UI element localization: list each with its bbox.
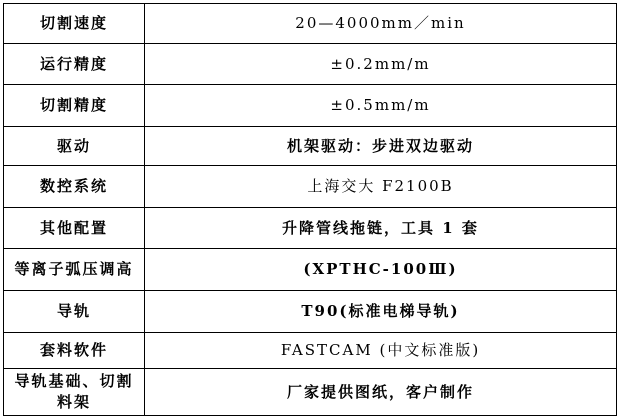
spec-label: 等离子弧压调高	[4, 249, 145, 291]
spec-label: 切割速度	[4, 4, 145, 44]
spec-label: 导轨基础、切割料架	[4, 369, 145, 416]
table-row	[4, 4, 617, 44]
table-row	[4, 44, 617, 85]
spec-table	[3, 3, 617, 416]
spec-label: 驱动	[4, 127, 145, 166]
spec-value: 升降管线拖链，工具 1 套	[145, 208, 617, 249]
spec-value: 20—4000mm／min	[145, 4, 617, 44]
table-row	[4, 208, 617, 249]
spec-value: 厂家提供图纸，客户制作	[145, 369, 617, 416]
table-row	[4, 333, 617, 369]
spec-label: 导轨	[4, 291, 145, 333]
table-row	[4, 291, 617, 333]
spec-value: 机架驱动：步进双边驱动	[145, 127, 617, 166]
spec-value: (XPTHC-100Ⅲ)	[145, 249, 617, 291]
spec-label: 套料软件	[4, 333, 145, 369]
spec-label: 运行精度	[4, 44, 145, 85]
table-row	[4, 249, 617, 291]
table-row	[4, 166, 617, 208]
spec-value: FASTCAM (中文标准版)	[145, 333, 617, 369]
spec-label: 其他配置	[4, 208, 145, 249]
spec-value: ±0.2mm/m	[145, 44, 617, 85]
spec-label: 切割精度	[4, 85, 145, 127]
spec-value: T90(标准电梯导轨)	[145, 291, 617, 333]
table-row	[4, 85, 617, 127]
spec-label: 数控系统	[4, 166, 145, 208]
spec-value: 上海交大 F2100B	[145, 166, 617, 208]
spec-value: ±0.5mm/m	[145, 85, 617, 127]
table-row	[4, 127, 617, 166]
table-row	[4, 369, 617, 416]
